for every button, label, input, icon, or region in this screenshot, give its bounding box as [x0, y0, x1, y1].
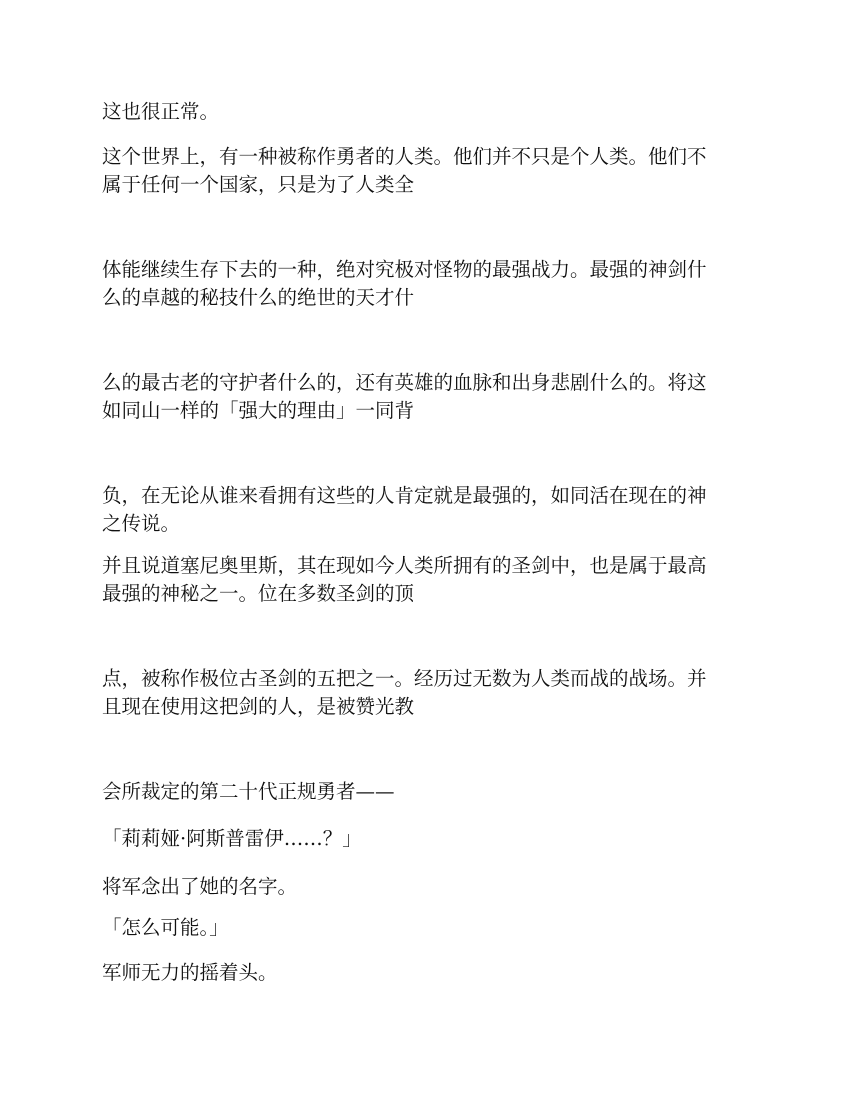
text-line: 么的卓越的秘技什么的绝世的天才什 [102, 286, 415, 309]
paragraph [102, 143, 752, 199]
text-line: 「怎么可能。」 [102, 916, 229, 939]
text-line: 这也很正常。 [102, 100, 220, 123]
text-line: 负，在无论从谁来看拥有这些的人肯定就是最强的，如同活在现在的神 [102, 484, 707, 507]
text-line: 且现在使用这把剑的人，是被赞光教 [102, 695, 415, 718]
text-line: 之传说。 [102, 512, 181, 535]
paragraph [102, 482, 752, 538]
paragraph [102, 665, 752, 721]
paragraph [102, 959, 752, 987]
text-line: 会所裁定的第二十代正规勇者—— [102, 780, 395, 803]
text-line: 最强的神秘之一。位在多数圣剑的顶 [102, 582, 415, 605]
paragraph [102, 369, 752, 425]
text-line: 体能继续生存下去的一种，绝对究极对怪物的最强战力。最强的神剑什 [102, 258, 707, 281]
text-line: 点，被称作极位古圣剑的五把之一。经历过无数为人类而战的战场。并 [102, 667, 707, 690]
text-line: 这个世界上，有一种被称作勇者的人类。他们并不只是个人类。他们不 [102, 145, 707, 168]
text-line: 「莉莉娅·阿斯普雷伊……？」 [102, 827, 362, 850]
paragraph [102, 873, 752, 901]
paragraph [102, 825, 752, 853]
paragraph [102, 914, 752, 942]
paragraph [102, 256, 752, 312]
text-line: 将军念出了她的名字。 [102, 875, 298, 898]
text-line: 并且说道塞尼奥里斯，其在现如今人类所拥有的圣剑中，也是属于最高 [102, 554, 707, 577]
text-line: 如同山一样的「强大的理由」一同背 [102, 399, 415, 422]
text-line: 属于任何一个国家，只是为了人类全 [102, 173, 415, 196]
paragraph [102, 552, 752, 608]
text-line: 军师无力的摇着头。 [102, 961, 278, 984]
text-line: 么的最古老的守护者什么的，还有英雄的血脉和出身悲剧什么的。将这 [102, 371, 707, 394]
paragraph [102, 778, 752, 806]
paragraph [102, 98, 752, 126]
